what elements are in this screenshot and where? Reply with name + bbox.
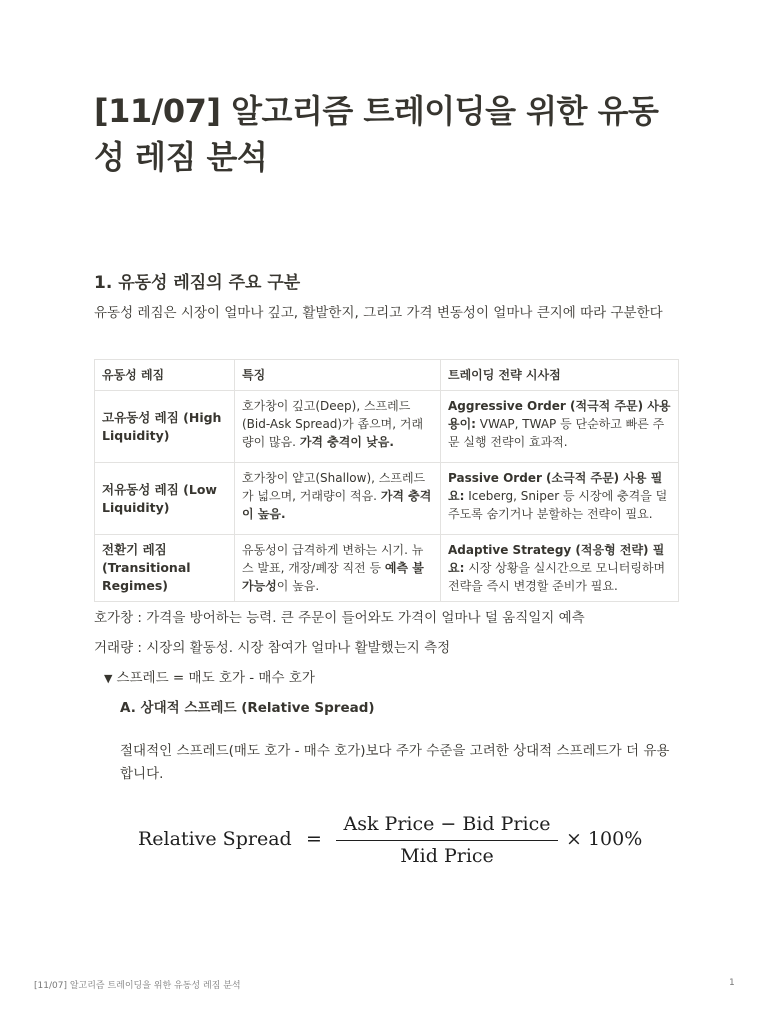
formula-lhs: Relative Spread: [138, 828, 292, 850]
strategy-text: 시장 상황을 실시간으로 모니터링하며 전략을 즉시 변경할 준비가 필요.: [448, 561, 666, 593]
strategy-emphasis: Passive Order (소극적 주문) 사용 필요:: [448, 471, 663, 503]
formula-fraction-bar: [336, 840, 558, 841]
section-heading: 1. 유동성 레짐의 주요 구분: [94, 273, 301, 293]
orderbook-note: 호가창 : 가격을 방어하는 능력. 큰 주문이 들어와도 가격이 얼마나 덜 움직일지 예측: [94, 610, 585, 626]
table-header-cell: 유동성 레짐: [95, 360, 235, 391]
regime-cell: 전환기 레짐 (Transitional Regimes): [95, 535, 235, 602]
strategy-text: VWAP, TWAP 등 단순하고 빠른 주문 실행 전략이 효과적.: [448, 417, 665, 449]
formula-equals: =: [306, 828, 322, 850]
spread-toggle[interactable]: [104, 667, 315, 690]
formula-multiplier: × 100%: [566, 828, 643, 850]
regime-cell: 저유동성 레짐 (Low Liquidity): [95, 463, 235, 535]
feature-cell: [235, 463, 441, 535]
toggle-label: 스프레드 = 매도 호가 - 매수 호가: [116, 670, 315, 686]
feature-text: 호가창이 얕고(Shallow), 스프레드가 넓으며, 거래량이 적음.: [242, 471, 426, 503]
feature-cell: [235, 391, 441, 463]
table-row: [95, 535, 679, 602]
feature-cell: [235, 535, 441, 602]
relative-spread-formula: [138, 812, 658, 872]
footer-title: [11/07] 알고리즘 트레이딩을 위한 유동성 레짐 분석: [34, 981, 241, 991]
liquidity-regime-table: [94, 359, 679, 602]
strategy-cell: [441, 463, 679, 535]
feature-emphasis: 예측 불가능성: [242, 561, 424, 593]
strategy-emphasis: Adaptive Strategy (적응형 전략) 필요:: [448, 543, 665, 575]
feature-text: 호가창이 깊고(Deep), 스프레드(Bid-Ask Spread)가 좁으며, 거래량이 많음.: [242, 399, 424, 449]
formula-denominator: Mid Price: [400, 845, 494, 867]
strategy-emphasis: Aggressive Order (적극적 주문) 사용 용이:: [448, 399, 671, 431]
volume-note: 거래량 : 시장의 활동성. 시장 참여가 얼마나 활발했는지 측정: [94, 640, 451, 656]
strategy-cell: [441, 535, 679, 602]
feature-text: 유동성이 급격하게 변하는 시기. 뉴스 발표, 개장/폐장 직전 등: [242, 543, 424, 575]
formula-numerator: Ask Price − Bid Price: [343, 813, 551, 835]
subsection-paragraph: 절대적인 스프레드(매도 호가 - 매수 호가)보다 주가 수준을 고려한 상대적 스프레드가 더 유용합니다.: [120, 743, 670, 782]
feature-emphasis: 가격 충격이 낮음.: [299, 435, 394, 449]
page-number: 1: [729, 978, 735, 988]
toggle-triangle-icon[interactable]: ▼: [104, 672, 113, 685]
feature-tail: 이 높음.: [276, 579, 320, 593]
subsection-heading: A. 상대적 스프레드 (Relative Spread): [120, 700, 375, 716]
feature-emphasis: 가격 충격이 높음.: [242, 489, 432, 521]
table-header-cell: 트레이딩 전략 시사점: [441, 360, 679, 391]
table-header-row: [95, 360, 679, 391]
section-intro: 유동성 레짐은 시장이 얼마나 깊고, 활발한지, 그리고 가격 변동성이 얼마나 큰지에 따라 구분한다: [94, 305, 663, 321]
table-header-cell: 특징: [235, 360, 441, 391]
table-row: [95, 391, 679, 463]
regime-cell: 고유동성 레짐 (High Liquidity): [95, 391, 235, 463]
page-title: [11/07] 알고리즘 트레이딩을 위한 유동성 레짐 분석: [94, 92, 659, 176]
strategy-cell: [441, 391, 679, 463]
table-row: [95, 463, 679, 535]
strategy-text: Iceberg, Sniper 등 시장에 충격을 덜 주도록 숨기거나 분할하는 전략이 필요.: [448, 489, 668, 521]
